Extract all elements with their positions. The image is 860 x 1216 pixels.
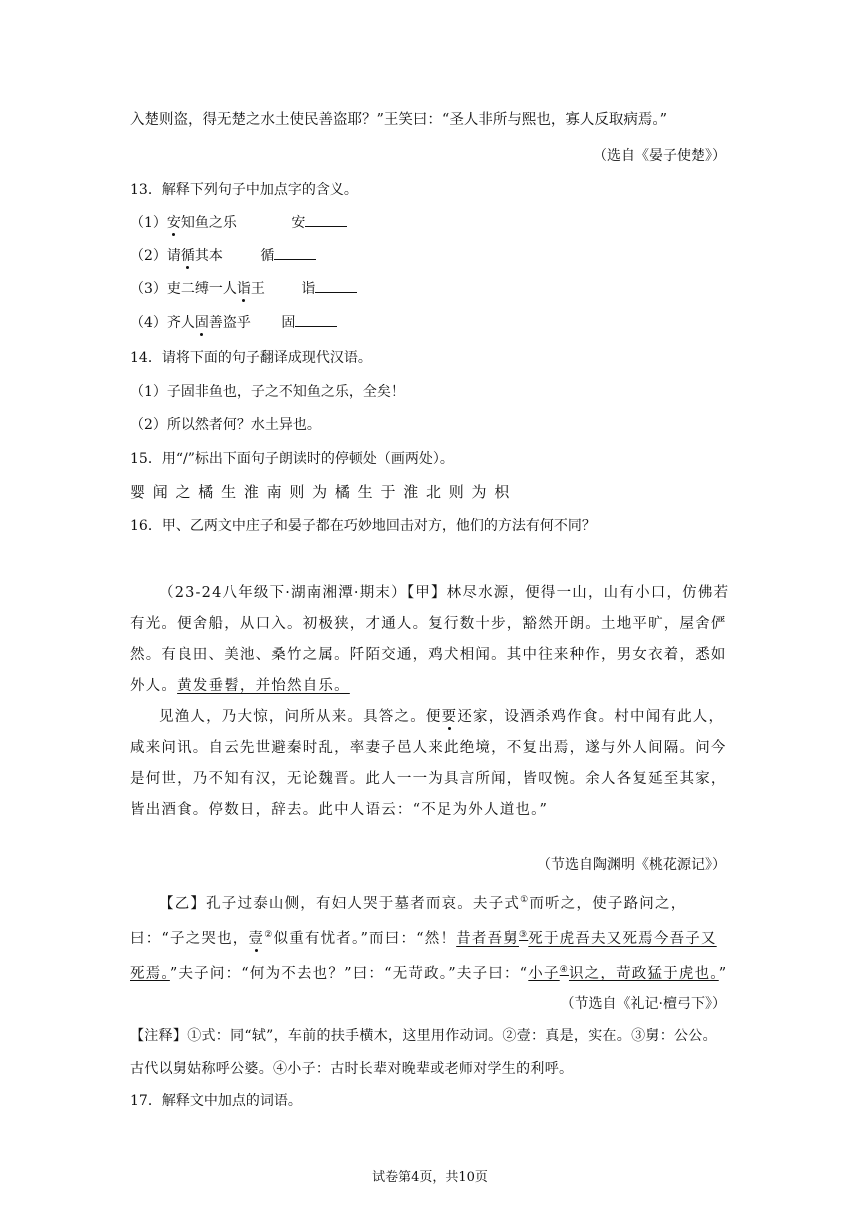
underlined-sentence: 小子: [528, 965, 560, 982]
q13-1-key: 安: [291, 215, 306, 231]
q13-2-key: 循: [260, 248, 275, 264]
passage-b-text: 似重有忧者。”而曰：“然！: [273, 930, 457, 947]
q13-4-rest: 善盗乎: [208, 315, 251, 331]
underlined-sentence: 识之，苛政猛于虎也。: [568, 965, 719, 982]
source-yanzi: （选自《晏子使楚》）: [593, 148, 726, 164]
q14-item-2: （2）所以然者何？水土异也。: [130, 417, 321, 433]
note-ref: ④: [559, 964, 569, 975]
underlined-sentence: 昔者吾舅: [456, 930, 519, 947]
dotted-char: 壹: [248, 930, 265, 947]
q13-2-pre: （2）请: [130, 248, 181, 264]
dotted-char: 固: [194, 315, 209, 331]
q13-item-4: [130, 312, 337, 333]
note-ref: ③: [519, 929, 529, 940]
q13-2-rest: 其本: [194, 248, 223, 264]
passage-b-text: ”夫子问：“何为不去也？”曰：“无苛政。”夫子曰：“: [169, 965, 529, 982]
dotted-char: 诣: [236, 281, 251, 297]
passage-a-p2-rest: 还家，设酒杀鸡作食。村中闻有此人，咸来问讯。自云先世避秦时乱，率妻子邑人来此绝境，不复出焉，遂与外人间隔。问今是何世，乃不知有汉，无论魏晋。此人一一为具言所闻，皆叹惋。余人各复延至其家，皆出酒食。停数日，辞去。此中人语云：“不足为外人道也。”: [130, 709, 727, 818]
source-liji: （节选自《礼记·檀弓下》）: [560, 996, 726, 1012]
underlined-sentence: 死于虎吾夫又死焉今吾子又死焉。: [130, 930, 717, 982]
passage-b: [130, 885, 730, 989]
passage-b-text: 【乙】孔子过泰山侧，有妇人哭于墓者而哀。夫子式: [159, 895, 521, 912]
dotted-char: 安: [166, 215, 181, 231]
passage-a: [130, 578, 730, 826]
question-15: 15．用“/”标出下面句子朗读时的停顿处（画两处）。: [130, 451, 454, 467]
answer-blank[interactable]: [315, 278, 357, 293]
dotted-char: 要: [441, 709, 458, 725]
note-ref: ②: [264, 929, 274, 940]
top-line: 入楚则盗，得无楚之水土使民善盗耶？”王笑曰：“圣人非所与熙也，寡人反取病焉。”: [130, 112, 667, 128]
q15-sentence: 婴 闻 之 橘 生 淮 南 则 为 橘 生 于 淮 北 则 为 枳: [130, 483, 511, 501]
note-ref: ①: [520, 895, 530, 905]
q13-1-rest: 知鱼之乐: [180, 215, 237, 231]
passage-b-text: ”: [718, 965, 728, 982]
passage-a-text: （23-24八年级下·湖南湘潭·期末）【甲】林尽水源，便得一山，山有小口，仿佛若有光。便舍船，从口入。初极狭，才通人。复行数十步，豁然开朗。土地平旷，屋舍俨然。有良田、美池、桑竹之属。阡陌交通，鸡犬相闻。其中往来种作，男女衣着，悉如外人。: [130, 585, 730, 694]
question-17: 17．解释文中加点的词语。: [130, 1093, 302, 1109]
page-footer: 试卷第4页，共10页: [372, 1170, 488, 1185]
q13-4-key: 固: [281, 315, 296, 331]
underlined-sentence: 黄发垂髫，并怡然自乐。: [177, 678, 350, 694]
answer-blank[interactable]: [295, 312, 337, 327]
source-taohua: （节选自陶渊明《桃花源记》）: [537, 857, 726, 873]
passage-b-text: 而听之，使子路问之，曰：“子之哭也，: [130, 895, 687, 947]
q13-3-key: 诣: [301, 281, 316, 297]
q13-1-pre: （1）: [130, 215, 167, 231]
question-16: 16．甲、乙两文中庄子和晏子都在巧妙地回击对方，他们的方法有何不同？: [130, 518, 596, 534]
q13-3-pre: （3）吏二缚一人: [130, 281, 237, 297]
question-14: 14．请将下面的句子翻译成现代汉语。: [130, 350, 372, 366]
notes: 【注释】①式：同“轼”，车前的扶手横木，这里用作动词。②壹：真是，实在。③舅：公公。古代以舅姑称呼公婆。④小子：古时长辈对晚辈或老师对学生的利呼。: [130, 1028, 717, 1077]
q14-item-1: （1）子固非鱼也，子之不知鱼之乐，全矣！: [130, 384, 405, 400]
dotted-char: 循: [180, 248, 195, 264]
q13-item-3: [130, 278, 357, 299]
passage-a-p2: 见渔人，乃大惊，问所从来。具答之。便: [159, 709, 442, 725]
q13-4-pre: （4）齐人: [130, 315, 195, 331]
question-13: 13．解释下列句子中加点字的含义。: [130, 182, 358, 198]
q13-3-rest: 王: [250, 281, 265, 297]
answer-blank[interactable]: [305, 212, 347, 227]
q13-item-1: [130, 212, 347, 233]
answer-blank[interactable]: [274, 245, 316, 260]
q13-item-2: [130, 245, 316, 266]
